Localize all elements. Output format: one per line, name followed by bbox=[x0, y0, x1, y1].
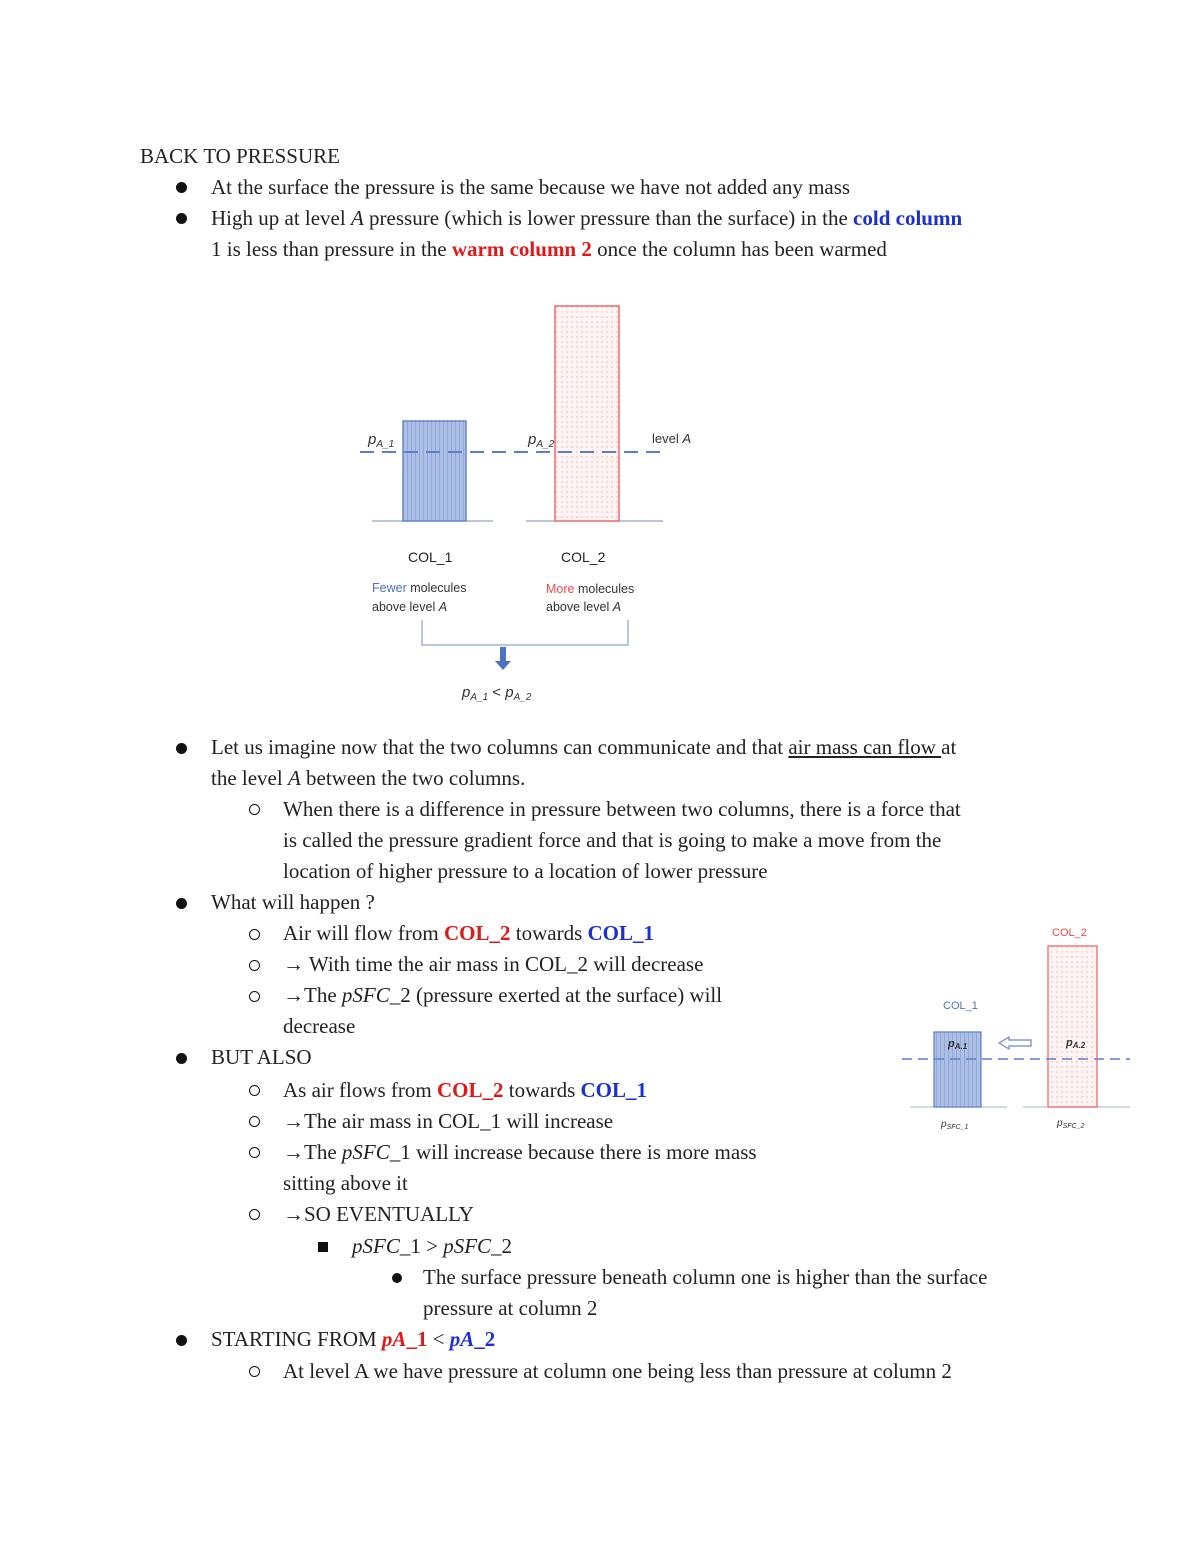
pa2-small-label: pA.2 bbox=[1066, 1037, 1086, 1050]
down-arrow-shaft bbox=[500, 647, 506, 663]
what-will-happen: What will happen ? bbox=[211, 890, 375, 914]
pa1-small-label: pA.1 bbox=[948, 1038, 968, 1051]
starting-from: STARTING FROM pA_1 < pA_2 bbox=[211, 1327, 496, 1351]
col1-increase-line: →The air mass in COL_1 will increase bbox=[283, 1109, 614, 1133]
bullet-disc-level4 bbox=[392, 1273, 402, 1283]
col1-column bbox=[403, 421, 466, 521]
col2-label: COL_2 bbox=[561, 549, 606, 565]
so-eventually: →SO EVENTUALLY bbox=[283, 1202, 474, 1226]
bullet-circle bbox=[249, 1366, 260, 1377]
bullet-square bbox=[318, 1242, 328, 1252]
bracket bbox=[422, 620, 628, 645]
psfc1-line-2: sitting above it bbox=[283, 1171, 408, 1195]
col2-column-small bbox=[1048, 946, 1097, 1107]
surface-pressure-line-2: pressure at column 2 bbox=[423, 1296, 598, 1320]
psfc1-small-label: $p_{SFC\_1}$ bbox=[941, 1119, 969, 1131]
bullet-circle bbox=[249, 929, 260, 940]
psfc2-small-label: $p_{SFC\_2}$ bbox=[1057, 1118, 1085, 1130]
gradient-force-line-3: location of higher pressure to a location of lower pressure bbox=[283, 859, 768, 883]
but-also: BUT ALSO bbox=[211, 1045, 312, 1069]
left-arrow-icon bbox=[999, 1037, 1031, 1049]
intro-bullet-2-line-2: 1 is less than pressure in the warm column 2 once the column has been warmed bbox=[211, 237, 887, 261]
intro-bullet-1: At the surface the pressure is the same because we have not added any mass bbox=[211, 175, 851, 199]
col2-decrease-line: → With time the air mass in COL_2 will decrease bbox=[283, 952, 704, 976]
psfc-inequality: pSFC_1 > pSFC_2 bbox=[352, 1234, 513, 1258]
bullet-circle bbox=[249, 1085, 260, 1096]
bullet-circle bbox=[249, 1147, 260, 1158]
bullet-disc bbox=[176, 182, 187, 193]
bullet-disc bbox=[176, 1335, 187, 1346]
level-a-conclusion: At level A we have pressure at column one being less than pressure at column 2 bbox=[283, 1359, 952, 1383]
bullet-disc bbox=[176, 1053, 187, 1064]
col1-note-line1: Fewer molecules bbox=[372, 581, 467, 595]
bullet-circle bbox=[249, 804, 260, 815]
col2-note-line1: More molecules bbox=[546, 582, 635, 596]
page-heading: BACK TO PRESSURE bbox=[140, 144, 340, 168]
flow-diagram bbox=[895, 915, 1135, 1140]
bullet-circle bbox=[249, 1116, 260, 1127]
bullet-disc bbox=[176, 213, 187, 224]
bullet-disc bbox=[176, 743, 187, 754]
psfc2-line: →The pSFC_2 (pressure exerted at the surface) will bbox=[283, 983, 723, 1007]
col1-label-small: COL_1 bbox=[943, 1000, 978, 1012]
gradient-force-line-1: When there is a difference in pressure between two columns, there is a force that bbox=[283, 797, 961, 821]
air-flow-line: Air will flow from COL_2 towards COL_1 bbox=[283, 921, 655, 945]
psfc2-line-2: decrease bbox=[283, 1014, 356, 1038]
col2-column bbox=[555, 306, 619, 521]
bullet-disc bbox=[176, 898, 187, 909]
col1-note-line2: above level A bbox=[372, 600, 448, 614]
col1-label: COL_1 bbox=[408, 549, 453, 565]
bullet-circle bbox=[249, 960, 260, 971]
surface-pressure-line-1: The surface pressure beneath column one is higher than the surface bbox=[423, 1265, 988, 1289]
level-a-label: level A bbox=[652, 431, 692, 446]
as-air-flows-line: As air flows from COL_2 towards COL_1 bbox=[283, 1078, 648, 1102]
communicate-bullet: Let us imagine now that the two columns can communicate and that air mass can flow at bbox=[211, 735, 957, 759]
bullet-circle bbox=[249, 1209, 260, 1220]
col2-note-line2: above level A bbox=[546, 600, 622, 614]
p-a1-label: $p_{A\_1}$ bbox=[368, 431, 395, 450]
intro-bullet-2: High up at level A pressure (which is lower pressure than the surface) in the cold column bbox=[211, 206, 963, 230]
bullet-circle bbox=[249, 991, 260, 1002]
down-arrow-head bbox=[495, 661, 511, 670]
psfc1-line: →The pSFC_1 will increase because there is more mass bbox=[283, 1140, 757, 1164]
p-a2-label: $p_{A\_2}$ bbox=[528, 431, 555, 450]
communicate-bullet-line-2: the level A between the two columns. bbox=[211, 766, 526, 790]
col2-label-small: COL_2 bbox=[1052, 927, 1087, 939]
result-inequality: $p_{A\_1} < p_{A\_2}$ bbox=[462, 684, 532, 703]
column-pressure-diagram bbox=[350, 295, 730, 710]
gradient-force-line-2: is called the pressure gradient force and that is going to make a move from the bbox=[283, 828, 942, 852]
